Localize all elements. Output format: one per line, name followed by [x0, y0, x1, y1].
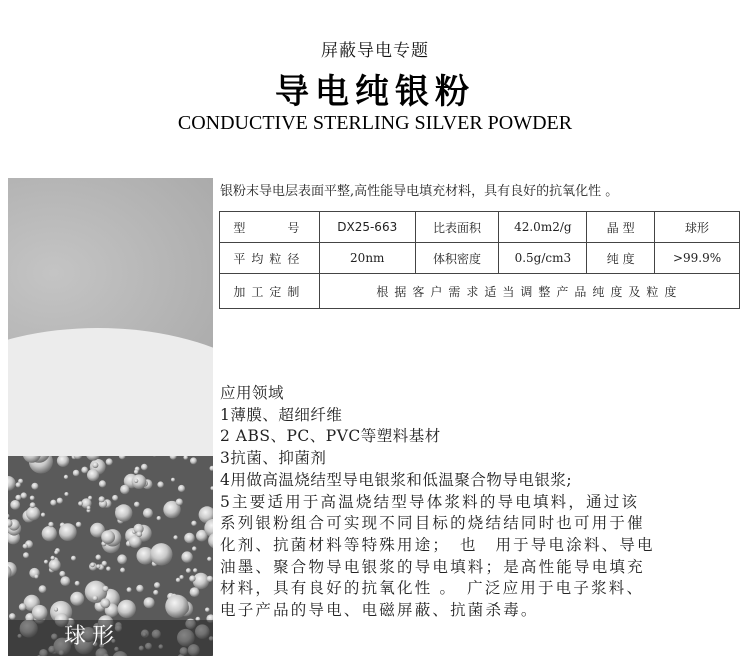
english-title: CONDUCTIVE STERLING SILVER POWDER	[177, 112, 573, 134]
particle	[39, 585, 47, 593]
particle	[101, 530, 115, 544]
particle	[165, 595, 188, 618]
particle	[136, 585, 143, 592]
particle-size-value: 20nm	[319, 243, 415, 274]
list-item: 系列银粉组合可实现不同目标的烧结结同时也可用于催	[220, 514, 645, 533]
particle	[112, 495, 118, 501]
crystal-value: 球形	[655, 212, 740, 243]
particle	[205, 608, 210, 613]
particle-size-label: 平均粒径	[220, 243, 320, 274]
particle	[87, 506, 91, 510]
particle	[120, 568, 125, 573]
particle	[30, 496, 35, 501]
particle	[192, 546, 197, 551]
particle	[127, 587, 132, 592]
particle	[120, 485, 129, 494]
particle	[8, 476, 16, 491]
particle	[76, 522, 82, 528]
particle	[51, 556, 55, 560]
model-value: DX25-663	[319, 212, 415, 243]
particle	[73, 470, 80, 477]
density-value: 0.5g/cm3	[499, 243, 587, 274]
table-row	[220, 243, 740, 274]
bowl-rim-shape	[8, 328, 213, 456]
purity-label: 纯 度	[587, 243, 655, 274]
particle	[23, 544, 28, 549]
particle	[64, 492, 68, 496]
particle	[190, 587, 200, 597]
particle	[78, 501, 83, 506]
spec-table	[219, 211, 740, 309]
list-item: 2 ABS、PC、PVC等塑料基材	[220, 427, 441, 446]
particle	[49, 559, 61, 571]
subtitle: 屏蔽导电专题	[321, 41, 429, 61]
particle	[178, 485, 185, 492]
intro-text: 银粉末导电层表面平整,高性能导电填充材料，具有良好的抗氧化性 。	[220, 184, 619, 199]
sem-photo	[8, 456, 213, 656]
particle	[41, 513, 45, 517]
particle	[42, 526, 57, 541]
particle	[8, 514, 10, 519]
particle	[143, 508, 153, 518]
particle	[115, 504, 132, 521]
particle	[152, 456, 157, 457]
particle	[48, 522, 53, 527]
particle	[157, 516, 161, 520]
particle	[181, 551, 192, 562]
particle	[173, 535, 177, 539]
particle	[193, 573, 209, 589]
particle	[134, 470, 139, 475]
custom-label: 加工定制	[220, 274, 320, 309]
particle	[157, 481, 163, 487]
particle	[153, 590, 158, 595]
particle	[207, 557, 211, 561]
particle	[171, 478, 175, 482]
particle	[117, 554, 127, 564]
particle	[70, 592, 84, 606]
particle	[207, 576, 213, 582]
particle	[34, 575, 38, 579]
particle	[71, 556, 76, 561]
particle	[9, 613, 16, 620]
particle	[176, 578, 181, 583]
list-item: 化剂、抗菌材料等特殊用途； 也 用于导电涂料、导电	[220, 535, 655, 554]
custom-value: 根据客户需求适当调整产品纯度及粒度	[319, 274, 739, 309]
particle	[186, 568, 191, 573]
table-row	[220, 212, 740, 243]
applications-heading: 应用领域	[220, 384, 285, 402]
list-item: 材料，具有良好的抗氧化性 。 广泛应用于电子浆料、	[220, 579, 645, 598]
purity-value: >99.9%	[655, 243, 740, 274]
particle	[54, 608, 58, 612]
particle	[32, 605, 48, 621]
list-item: 电子产品的导电、电磁屏蔽、抗菌杀毒。	[220, 601, 539, 620]
particle	[132, 474, 147, 489]
particle	[189, 575, 195, 581]
particle	[118, 600, 136, 618]
particle	[96, 564, 100, 568]
particle	[92, 462, 98, 468]
table-row	[220, 274, 740, 309]
particle	[96, 555, 102, 561]
particle	[54, 550, 58, 554]
particle	[99, 480, 106, 487]
particle	[141, 464, 148, 471]
particle	[21, 492, 27, 498]
particle	[119, 456, 126, 459]
particle	[15, 495, 21, 501]
particle	[179, 575, 183, 579]
particle	[87, 469, 99, 481]
crystal-label: 晶 型	[587, 212, 655, 243]
list-item: 4用做高温烧结型导电银浆和低温聚合物导电银浆;	[220, 470, 573, 489]
particle	[19, 603, 27, 611]
list-item: 油墨、聚合物导电银浆的导电填料；是高性能导电填充	[220, 557, 645, 576]
particle	[26, 506, 40, 520]
particle	[211, 486, 214, 490]
particle	[30, 502, 36, 508]
applications-section	[220, 383, 748, 622]
particle	[60, 576, 70, 586]
particle	[44, 560, 48, 564]
list-item: 5主要适用于高温烧结型导体浆料的导电填料，通过该	[220, 492, 640, 511]
particle	[93, 596, 98, 601]
sem-caption: 球形	[64, 624, 121, 649]
particle	[183, 456, 188, 460]
particle	[154, 582, 160, 588]
particle	[170, 456, 177, 460]
particle	[176, 499, 183, 506]
list-item: 3抗菌、抑菌剂	[220, 449, 327, 468]
particle	[210, 466, 214, 471]
particle	[59, 523, 77, 541]
powder-photo	[8, 178, 213, 456]
particle	[129, 535, 142, 548]
particle	[150, 543, 172, 565]
particle	[106, 567, 111, 572]
particle	[136, 531, 142, 537]
particle	[190, 457, 197, 464]
particle	[144, 597, 155, 608]
particle	[81, 467, 88, 474]
particle	[134, 502, 140, 508]
particle	[100, 598, 110, 608]
particle	[191, 521, 196, 526]
particle	[102, 561, 107, 566]
density-label: 体积密度	[415, 243, 499, 274]
particle	[10, 500, 20, 510]
particle	[75, 581, 80, 586]
particle	[64, 475, 68, 479]
model-label: 型 号	[220, 212, 320, 243]
particle	[90, 562, 95, 567]
page-title: 导电纯银粉	[275, 72, 475, 112]
particle	[99, 496, 105, 502]
particle	[50, 500, 56, 506]
particle	[16, 482, 21, 487]
particle	[184, 533, 195, 544]
surface-area-value: 42.0m2/g	[499, 212, 587, 243]
surface-area-label: 比表面积	[415, 212, 499, 243]
particle	[23, 552, 29, 558]
particle	[102, 586, 108, 592]
particle	[193, 568, 197, 572]
particle	[57, 498, 63, 504]
particle	[31, 483, 38, 490]
particle	[106, 458, 113, 465]
particle	[57, 456, 69, 467]
particle	[134, 479, 138, 483]
list-item: 1薄膜、超细纤维	[220, 405, 343, 424]
particle	[59, 571, 65, 577]
